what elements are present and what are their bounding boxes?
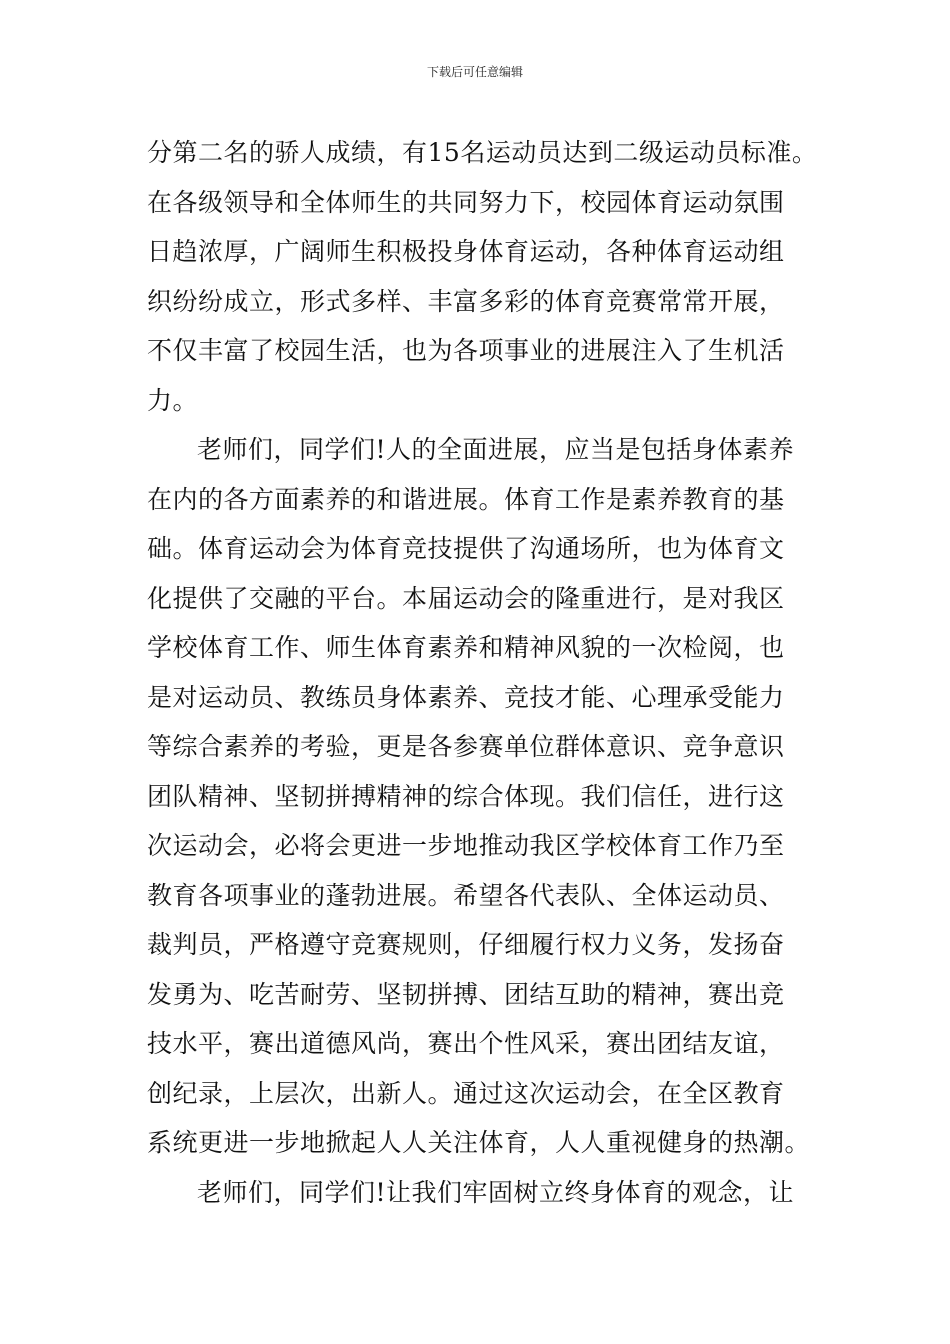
text-line: 不仅丰富了校园生活，也为各项事业的进展注入了生机活: [147, 336, 785, 365]
text-line: 教育各项事业的蓬勃进展。希望各代表队、全体运动员、: [147, 880, 785, 910]
paragraph-first-line: 老师们，同学们!人的全面进展，应当是包括身体素养: [197, 435, 795, 464]
text-line: 分第二名的骄人成绩，有15名运动员达到二级运动员标准。: [147, 138, 818, 167]
text-line: 力。: [147, 385, 199, 415]
text-line: 是对运动员、教练员身体素养、竞技才能、心理承受能力: [147, 682, 785, 712]
text-line: 础。体育运动会为体育竞技提供了沟通场所，也为体育文: [147, 534, 785, 563]
text-line: 日趋浓厚，广阔师生积极投身体育运动，各种体育运动组: [147, 237, 785, 266]
text-line: 织纷纷成立，形式多样、丰富多彩的体育竞赛常常开展，: [147, 286, 785, 316]
text-line: 学校体育工作、师生体育素养和精神风貌的一次检阅，也: [147, 633, 785, 662]
text-line: 在内的各方面素养的和谐进展。体育工作是素养教育的基: [147, 484, 785, 514]
text-line: 在各级领导和全体师生的共同努力下，校园体育运动氛围: [147, 187, 785, 217]
body-text: [147, 128, 837, 1217]
text-line: 团队精神、坚韧拼搏精神的综合体现。我们信任，进行这: [147, 781, 785, 811]
text-line: 化提供了交融的平台。本届运动会的隆重进行，是对我区: [147, 583, 785, 613]
text-line: 裁判员，严格遵守竞赛规则，仔细履行权力义务，发扬奋: [147, 930, 785, 959]
text-line: 次运动会，必将会更进一步地推动我区学校体育工作乃至: [147, 831, 785, 860]
paragraph-first-line: 老师们，同学们!让我们牢固树立终身体育的观念，让: [197, 1177, 795, 1207]
text-line: 等综合素养的考验，更是各参赛单位群体意识、竞争意识: [147, 732, 785, 761]
page-header: 下载后可任意编辑: [426, 65, 523, 79]
text-line: 发勇为、吃苦耐劳、坚韧拼搏、团结互助的精神，赛出竞: [147, 979, 785, 1009]
text-line: 技水平，赛出道德风尚，赛出个性风采，赛出团结友谊，: [147, 1029, 785, 1058]
text-line: 创纪录，上层次，出新人。通过这次运动会，在全区教育: [147, 1078, 785, 1108]
text-line: 系统更进一步地掀起人人关注体育，人人重视健身的热潮。: [147, 1128, 811, 1157]
